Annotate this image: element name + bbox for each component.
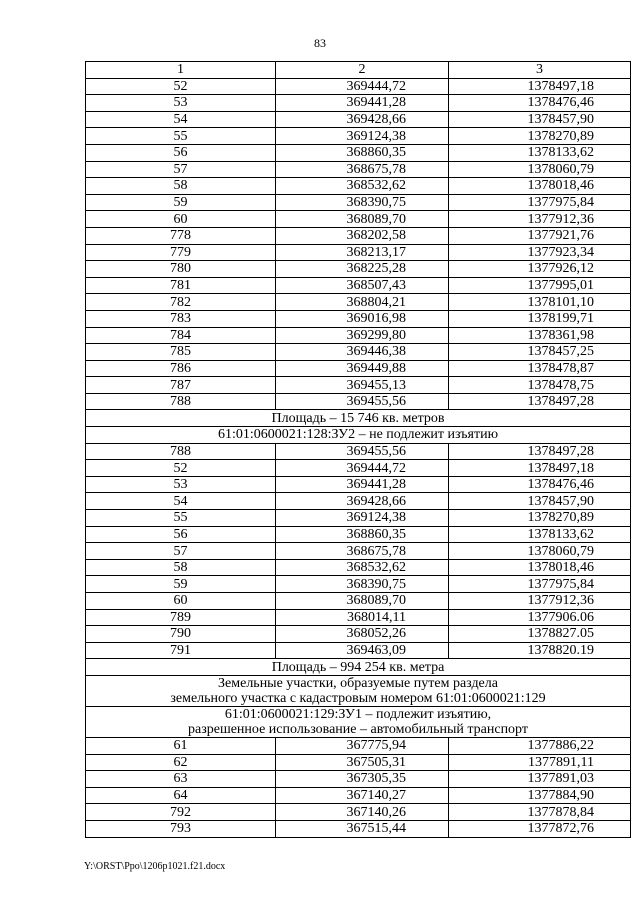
table-row [86, 360, 631, 377]
point-number-cell: 64 [86, 787, 276, 804]
table-row [86, 642, 631, 659]
point-number-cell: 56 [86, 526, 276, 543]
point-number-cell: 785 [86, 344, 276, 361]
table-row [86, 443, 631, 460]
y-coordinate-cell: 1377921,76 [449, 227, 631, 244]
point-number-cell: 60 [86, 211, 276, 228]
table-row [86, 327, 631, 344]
table-section-row [86, 659, 631, 676]
section-caption [86, 675, 631, 706]
x-coordinate-cell: 368202,58 [276, 227, 449, 244]
x-coordinate-cell: 368390,75 [276, 576, 449, 593]
point-number-cell: 55 [86, 128, 276, 145]
x-coordinate-cell: 368860,35 [276, 144, 449, 161]
y-coordinate-cell: 1377872,76 [449, 820, 631, 837]
point-number-cell: 55 [86, 510, 276, 527]
point-number-cell: 52 [86, 460, 276, 477]
header-cell-x: 2 [276, 62, 449, 79]
table-row [86, 128, 631, 145]
y-coordinate-cell: 1377891,03 [449, 771, 631, 788]
x-coordinate-cell: 368675,78 [276, 543, 449, 560]
point-number-cell: 786 [86, 360, 276, 377]
point-number-cell: 787 [86, 377, 276, 394]
y-coordinate-cell: 1378497,28 [449, 443, 631, 460]
table-row [86, 377, 631, 394]
point-number-cell: 60 [86, 593, 276, 610]
x-coordinate-cell: 369441,28 [276, 476, 449, 493]
point-number-cell: 58 [86, 559, 276, 576]
x-coordinate-cell: 367140,26 [276, 804, 449, 821]
section-caption [86, 659, 631, 676]
y-coordinate-cell: 1378820.19 [449, 642, 631, 659]
y-coordinate-cell: 1377975,84 [449, 194, 631, 211]
y-coordinate-cell: 1378270,89 [449, 510, 631, 527]
y-coordinate-cell: 1377923,34 [449, 244, 631, 261]
section-caption-line: земельного участка с кадастровым номером 61:01:0600021:129 [170, 690, 546, 706]
x-coordinate-cell: 368507,43 [276, 277, 449, 294]
y-coordinate-cell: 1378476,46 [449, 95, 631, 112]
x-coordinate-cell: 369428,66 [276, 111, 449, 128]
point-number-cell: 789 [86, 609, 276, 626]
section-caption [86, 706, 631, 737]
y-coordinate-cell: 1377995,01 [449, 277, 631, 294]
x-coordinate-cell: 369463,09 [276, 642, 449, 659]
coordinates-table [85, 61, 631, 838]
table-row [86, 737, 631, 754]
y-coordinate-cell: 1378199,71 [449, 310, 631, 327]
x-coordinate-cell: 368675,78 [276, 161, 449, 178]
point-number-cell: 780 [86, 261, 276, 278]
x-coordinate-cell: 369455,56 [276, 443, 449, 460]
y-coordinate-cell: 1378497,18 [449, 78, 631, 95]
x-coordinate-cell: 369449,88 [276, 360, 449, 377]
table-row [86, 344, 631, 361]
table-row [86, 543, 631, 560]
x-coordinate-cell: 368213,17 [276, 244, 449, 261]
point-number-cell: 778 [86, 227, 276, 244]
header-cell-y: 3 [449, 62, 631, 79]
section-caption-line: Площадь – 994 254 кв. метра [271, 659, 445, 675]
table-row [86, 493, 631, 510]
y-coordinate-cell: 1378133,62 [449, 144, 631, 161]
table-section-row [86, 675, 631, 706]
y-coordinate-cell: 1378827.05 [449, 626, 631, 643]
point-number-cell: 53 [86, 476, 276, 493]
x-coordinate-cell: 368225,28 [276, 261, 449, 278]
x-coordinate-cell: 369455,56 [276, 393, 449, 410]
y-coordinate-cell: 1378018,46 [449, 559, 631, 576]
point-number-cell: 54 [86, 111, 276, 128]
section-caption [86, 427, 631, 444]
table-row [86, 261, 631, 278]
point-number-cell: 783 [86, 310, 276, 327]
y-coordinate-cell: 1377912,36 [449, 593, 631, 610]
table-row [86, 526, 631, 543]
table-row [86, 460, 631, 477]
y-coordinate-cell: 1378457,90 [449, 111, 631, 128]
x-coordinate-cell: 367505,31 [276, 754, 449, 771]
table-row [86, 771, 631, 788]
point-number-cell: 52 [86, 78, 276, 95]
x-coordinate-cell: 369441,28 [276, 95, 449, 112]
header-cell-point: 1 [86, 62, 276, 79]
coordinates-table-body [86, 62, 631, 838]
table-row [86, 95, 631, 112]
y-coordinate-cell: 1378476,46 [449, 476, 631, 493]
x-coordinate-cell: 367140,27 [276, 787, 449, 804]
y-coordinate-cell: 1378060,79 [449, 161, 631, 178]
table-row [86, 820, 631, 837]
y-coordinate-cell: 1378018,46 [449, 178, 631, 195]
table-row [86, 277, 631, 294]
table-row [86, 144, 631, 161]
y-coordinate-cell: 1378270,89 [449, 128, 631, 145]
x-coordinate-cell: 367305,35 [276, 771, 449, 788]
table-row [86, 294, 631, 311]
section-caption-line: Площадь – 15 746 кв. метров [271, 410, 445, 426]
x-coordinate-cell: 368532,62 [276, 178, 449, 195]
table-row [86, 393, 631, 410]
point-number-cell: 791 [86, 642, 276, 659]
x-coordinate-cell: 368860,35 [276, 526, 449, 543]
section-caption-line: 61:01:0600021:128:ЗУ2 – не подлежит изъятию [217, 427, 499, 443]
point-number-cell: 53 [86, 95, 276, 112]
x-coordinate-cell: 369455,13 [276, 377, 449, 394]
x-coordinate-cell: 369124,38 [276, 128, 449, 145]
y-coordinate-cell: 1377884,90 [449, 787, 631, 804]
x-coordinate-cell: 369428,66 [276, 493, 449, 510]
table-header-row [86, 62, 631, 79]
point-number-cell: 788 [86, 393, 276, 410]
x-coordinate-cell: 369124,38 [276, 510, 449, 527]
section-caption-line: разрешенное использование – автомобильный транспорт [187, 721, 528, 737]
table-row [86, 227, 631, 244]
point-number-cell: 793 [86, 820, 276, 837]
point-number-cell: 779 [86, 244, 276, 261]
table-section-row [86, 410, 631, 427]
table-row [86, 593, 631, 610]
point-number-cell: 57 [86, 543, 276, 560]
point-number-cell: 788 [86, 443, 276, 460]
table-row [86, 626, 631, 643]
table-section-row [86, 706, 631, 737]
x-coordinate-cell: 369444,72 [276, 78, 449, 95]
point-number-cell: 63 [86, 771, 276, 788]
x-coordinate-cell: 369444,72 [276, 460, 449, 477]
table-row [86, 754, 631, 771]
section-caption-line: Земельные участки, образуемые путем раздела [218, 675, 498, 691]
x-coordinate-cell: 368532,62 [276, 559, 449, 576]
x-coordinate-cell: 368014,11 [276, 609, 449, 626]
x-coordinate-cell: 367515,44 [276, 820, 449, 837]
y-coordinate-cell: 1378101,10 [449, 294, 631, 311]
point-number-cell: 790 [86, 626, 276, 643]
file-path-footer: Y:\ORST\Ppo\1206p1021.f21.docx [84, 861, 226, 872]
table-row [86, 510, 631, 527]
y-coordinate-cell: 1377891,11 [449, 754, 631, 771]
table-row [86, 804, 631, 821]
y-coordinate-cell: 1378457,25 [449, 344, 631, 361]
table-row [86, 576, 631, 593]
x-coordinate-cell: 369299,80 [276, 327, 449, 344]
y-coordinate-cell: 1378133,62 [449, 526, 631, 543]
y-coordinate-cell: 1377906.06 [449, 609, 631, 626]
y-coordinate-cell: 1378361,98 [449, 327, 631, 344]
x-coordinate-cell: 368052,26 [276, 626, 449, 643]
point-number-cell: 57 [86, 161, 276, 178]
point-number-cell: 782 [86, 294, 276, 311]
x-coordinate-cell: 368089,70 [276, 593, 449, 610]
y-coordinate-cell: 1377975,84 [449, 576, 631, 593]
x-coordinate-cell: 367775,94 [276, 737, 449, 754]
x-coordinate-cell: 368390,75 [276, 194, 449, 211]
y-coordinate-cell: 1378497,28 [449, 393, 631, 410]
table-row [86, 211, 631, 228]
table-row [86, 244, 631, 261]
y-coordinate-cell: 1377926,12 [449, 261, 631, 278]
point-number-cell: 792 [86, 804, 276, 821]
table-row [86, 78, 631, 95]
x-coordinate-cell: 368089,70 [276, 211, 449, 228]
table-row [86, 559, 631, 576]
table-row [86, 111, 631, 128]
y-coordinate-cell: 1378478,87 [449, 360, 631, 377]
x-coordinate-cell: 369016,98 [276, 310, 449, 327]
table-row [86, 476, 631, 493]
table-row [86, 178, 631, 195]
point-number-cell: 58 [86, 178, 276, 195]
y-coordinate-cell: 1377886,22 [449, 737, 631, 754]
table-row [86, 310, 631, 327]
section-caption-line: 61:01:0600021:129:ЗУ1 – подлежит изъятию, [224, 706, 492, 722]
y-coordinate-cell: 1378497,18 [449, 460, 631, 477]
point-number-cell: 59 [86, 576, 276, 593]
y-coordinate-cell: 1378478,75 [449, 377, 631, 394]
table-row [86, 787, 631, 804]
point-number-cell: 56 [86, 144, 276, 161]
section-caption [86, 410, 631, 427]
page-number: 83 [314, 36, 326, 50]
point-number-cell: 59 [86, 194, 276, 211]
point-number-cell: 54 [86, 493, 276, 510]
y-coordinate-cell: 1377878,84 [449, 804, 631, 821]
point-number-cell: 784 [86, 327, 276, 344]
point-number-cell: 61 [86, 737, 276, 754]
x-coordinate-cell: 369446,38 [276, 344, 449, 361]
table-row [86, 609, 631, 626]
table-row [86, 194, 631, 211]
table-section-row [86, 427, 631, 444]
point-number-cell: 781 [86, 277, 276, 294]
x-coordinate-cell: 368804,21 [276, 294, 449, 311]
table-row [86, 161, 631, 178]
y-coordinate-cell: 1377912,36 [449, 211, 631, 228]
y-coordinate-cell: 1378457,90 [449, 493, 631, 510]
y-coordinate-cell: 1378060,79 [449, 543, 631, 560]
point-number-cell: 62 [86, 754, 276, 771]
